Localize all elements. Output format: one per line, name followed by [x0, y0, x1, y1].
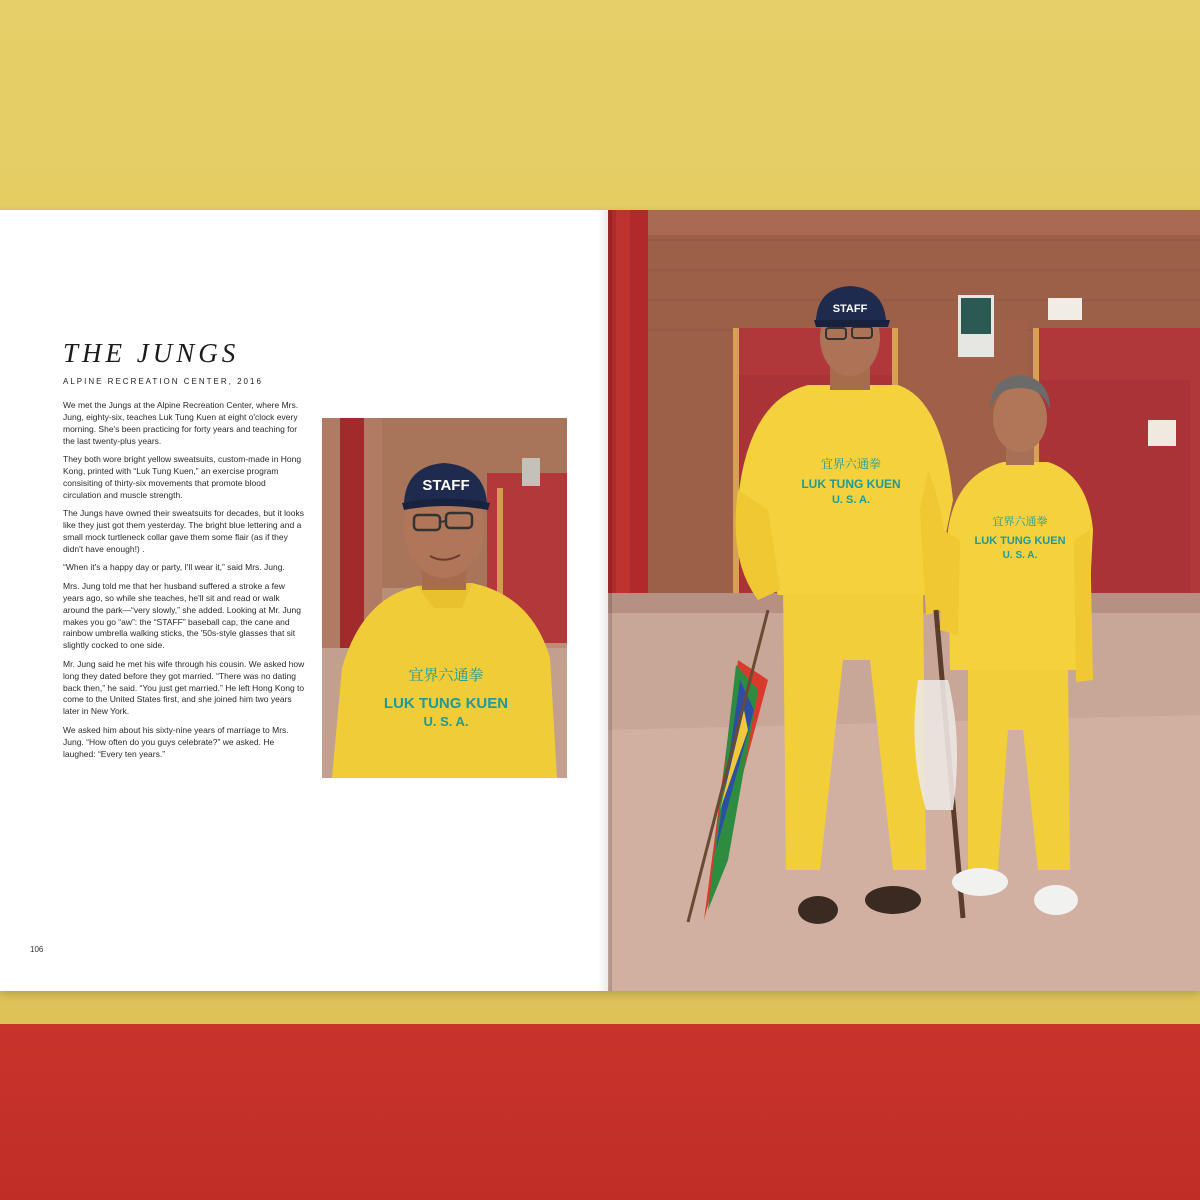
page-subtitle: ALPINE RECREATION CENTER, 2016 — [63, 377, 263, 386]
shirt-text-line2: U. S. A. — [423, 714, 469, 729]
shirt-chinese-text-mr: 宜界六通拳 — [820, 457, 882, 471]
shirt-text-line2-mr: U. S. A. — [831, 494, 871, 506]
page-title: THE JUNGS — [63, 338, 240, 368]
portrait-photo-mr-jung — [322, 418, 567, 778]
cap-label-large: STAFF — [832, 303, 868, 315]
shirt-text-line1-mr: LUK TUNG KUEN — [801, 477, 901, 491]
portrait-illustration — [322, 418, 567, 778]
shirt-text-line1-mrs: LUK TUNG KUEN — [974, 535, 1066, 547]
backdrop-red — [0, 1024, 1200, 1200]
shirt-chinese-text: 宜界六通拳 — [408, 666, 484, 684]
shirt-text-line2-mrs: U. S. A. — [1002, 550, 1038, 561]
right-page-photo — [608, 210, 1200, 991]
shirt-chinese-text-mrs: 宜界六通拳 — [992, 515, 1048, 528]
paragraph: We met the Jungs at the Alpine Recreation Center, where Mrs. Jung, eighty-six, teaches Luk Tung Kuen at eight o'clock every morning. She's been practicing for forty years and teaching for the last twenty-plus years. — [63, 400, 299, 446]
paragraph: We asked him about his sixty-nine years of marriage to Mrs. Jung. “How often do you guys celebrate?” we asked. He laughed: “Every ten years.” — [63, 724, 289, 759]
shirt-text-line1: LUK TUNG KUEN — [383, 695, 509, 712]
paragraph: Mrs. Jung told me that her husband suffered a stroke a few years ago, so while she teaches, he'll sit and read or walk around the park—“very slowly,” she added. Looking at Mr. Jung makes you go “aw”: the “STAFF” baseball cap, the cane and rainbow umbrella walking sticks, the '50s-style glasses that sit slightly cocked to one side. — [63, 580, 301, 651]
paragraph: Mr. Jung said he met his wife through his cousin. We asked how long they dated before they got married. “There was no dating back then,” he said. “You just get married.” He left Hong Kong to come to the United States first, and she joined him two years later in New York. — [63, 658, 305, 717]
cap-label: STAFF — [422, 477, 470, 494]
paragraph: The Jungs have owned their sweatsuits for decades, but it looks like they just got them yesterday. The bright blue lettering and a small mock turtleneck collar gave them some flair (as if they didn't have enough!) . — [63, 508, 304, 554]
left-page — [0, 210, 608, 991]
page-number: 106 — [30, 945, 44, 954]
paragraph: “When it's a happy day or party, I'll wear it,” said Mrs. Jung. — [63, 562, 285, 573]
book-spread — [0, 210, 1200, 991]
couple-photo-illustration — [608, 210, 1200, 991]
article-body — [63, 400, 306, 767]
paragraph: They both wore bright yellow sweatsuits, custom-made in Hong Kong, printed with “Luk Tung Kuen,” an exercise program consisiting of thirty-six movements that promote blood circulation and muscle strength. — [63, 454, 302, 500]
